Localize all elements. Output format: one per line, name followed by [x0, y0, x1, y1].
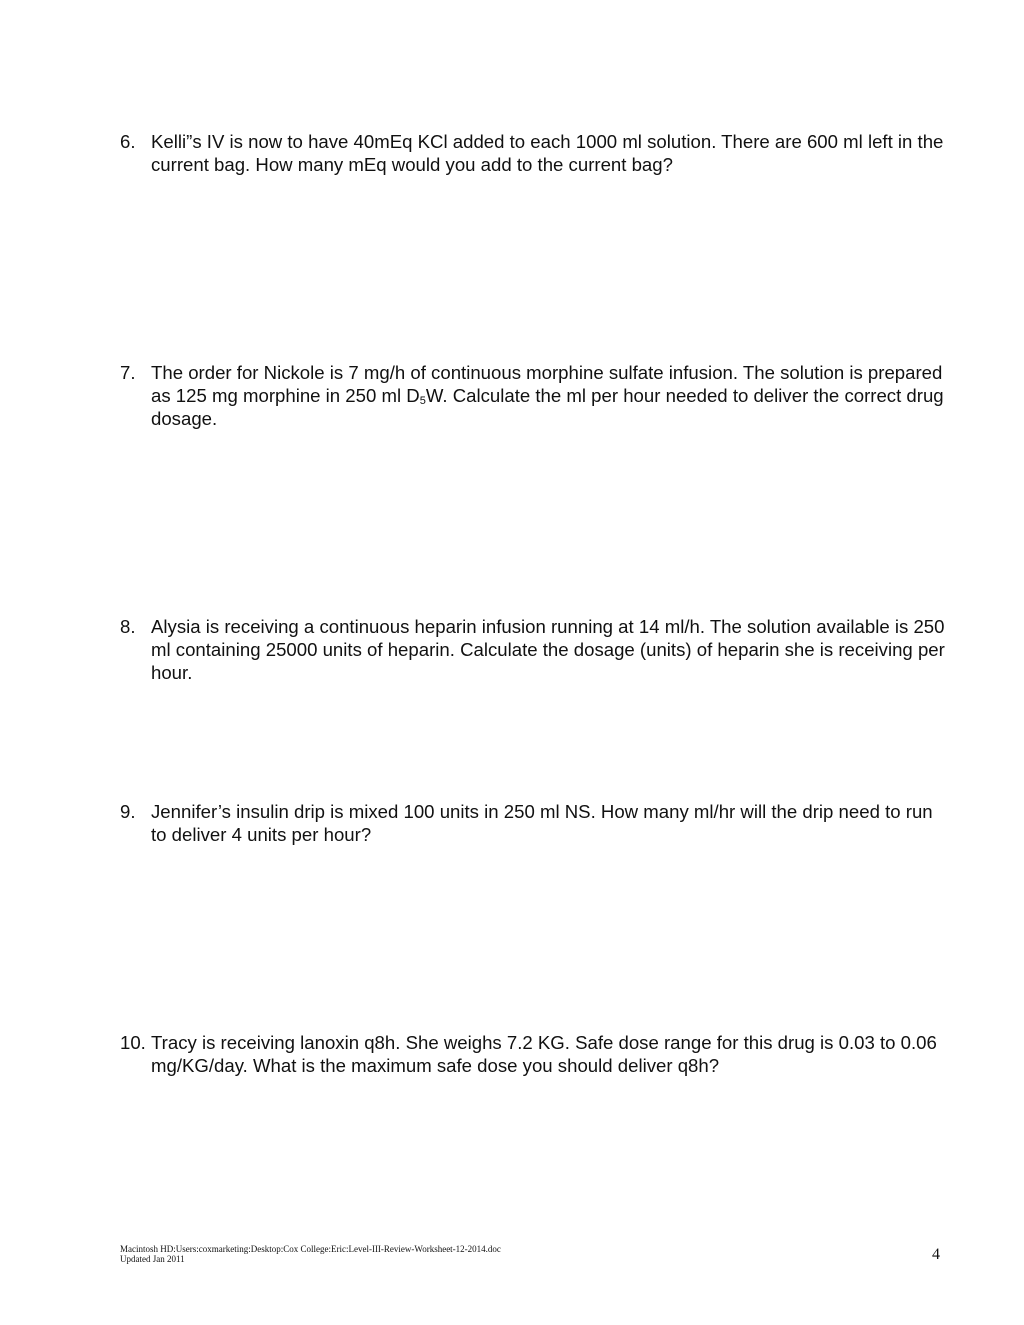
question-text — [151, 361, 950, 431]
question-text-part: W. Calculate the ml per hour needed to deliver the correct drug dosage. — [151, 385, 944, 430]
question-number: 8. — [120, 616, 136, 637]
updated-date: Updated Jan 2011 — [120, 1254, 185, 1264]
page-footer — [120, 1244, 501, 1264]
question-number: 9. — [120, 801, 136, 822]
question-number: 7. — [120, 362, 136, 383]
question-text: Jennifer’s insulin drip is mixed 100 units in 250 ml NS. How many ml/hr will the drip need to run to deliver 4 units per hour? — [151, 801, 933, 846]
question-text-part: The order for Nickole is 7 mg/h of continuous morphine sulfate infusion. The solution is prepared as 125 mg morphine in 250 ml D — [151, 362, 943, 407]
question-10 — [120, 1031, 950, 1077]
question-number: 6. — [120, 131, 136, 152]
question-number: 10. — [120, 1032, 146, 1053]
page-number: 4 — [932, 1246, 940, 1263]
question-text: Tracy is receiving lanoxin q8h. She weighs 7.2 KG. Safe dose range for this drug is 0.03 to 0.06 mg/KG/day. What is the maximum safe dose you should deliver q8h? — [151, 1032, 937, 1077]
file-path: Macintosh HD:Users:coxmarketing:Desktop:Cox College:Eric:Level-III-Review-Worksheet-12-2014.doc — [120, 1244, 501, 1254]
question-text: Alysia is receiving a continuous heparin infusion running at 14 ml/h. The solution available is 250 ml containing 25000 units of heparin. Calculate the dosage (units) of heparin she is receiving per hour. — [151, 616, 945, 684]
question-9 — [120, 800, 950, 846]
question-7 — [120, 361, 950, 431]
question-8 — [120, 615, 950, 685]
question-text: Kelli”s IV is now to have 40mEq KCl added to each 1000 ml solution. There are 600 ml left in the current bag. How many mEq would you add to the current bag? — [151, 131, 944, 176]
subscript: 5 — [419, 395, 426, 408]
question-6 — [120, 130, 950, 176]
